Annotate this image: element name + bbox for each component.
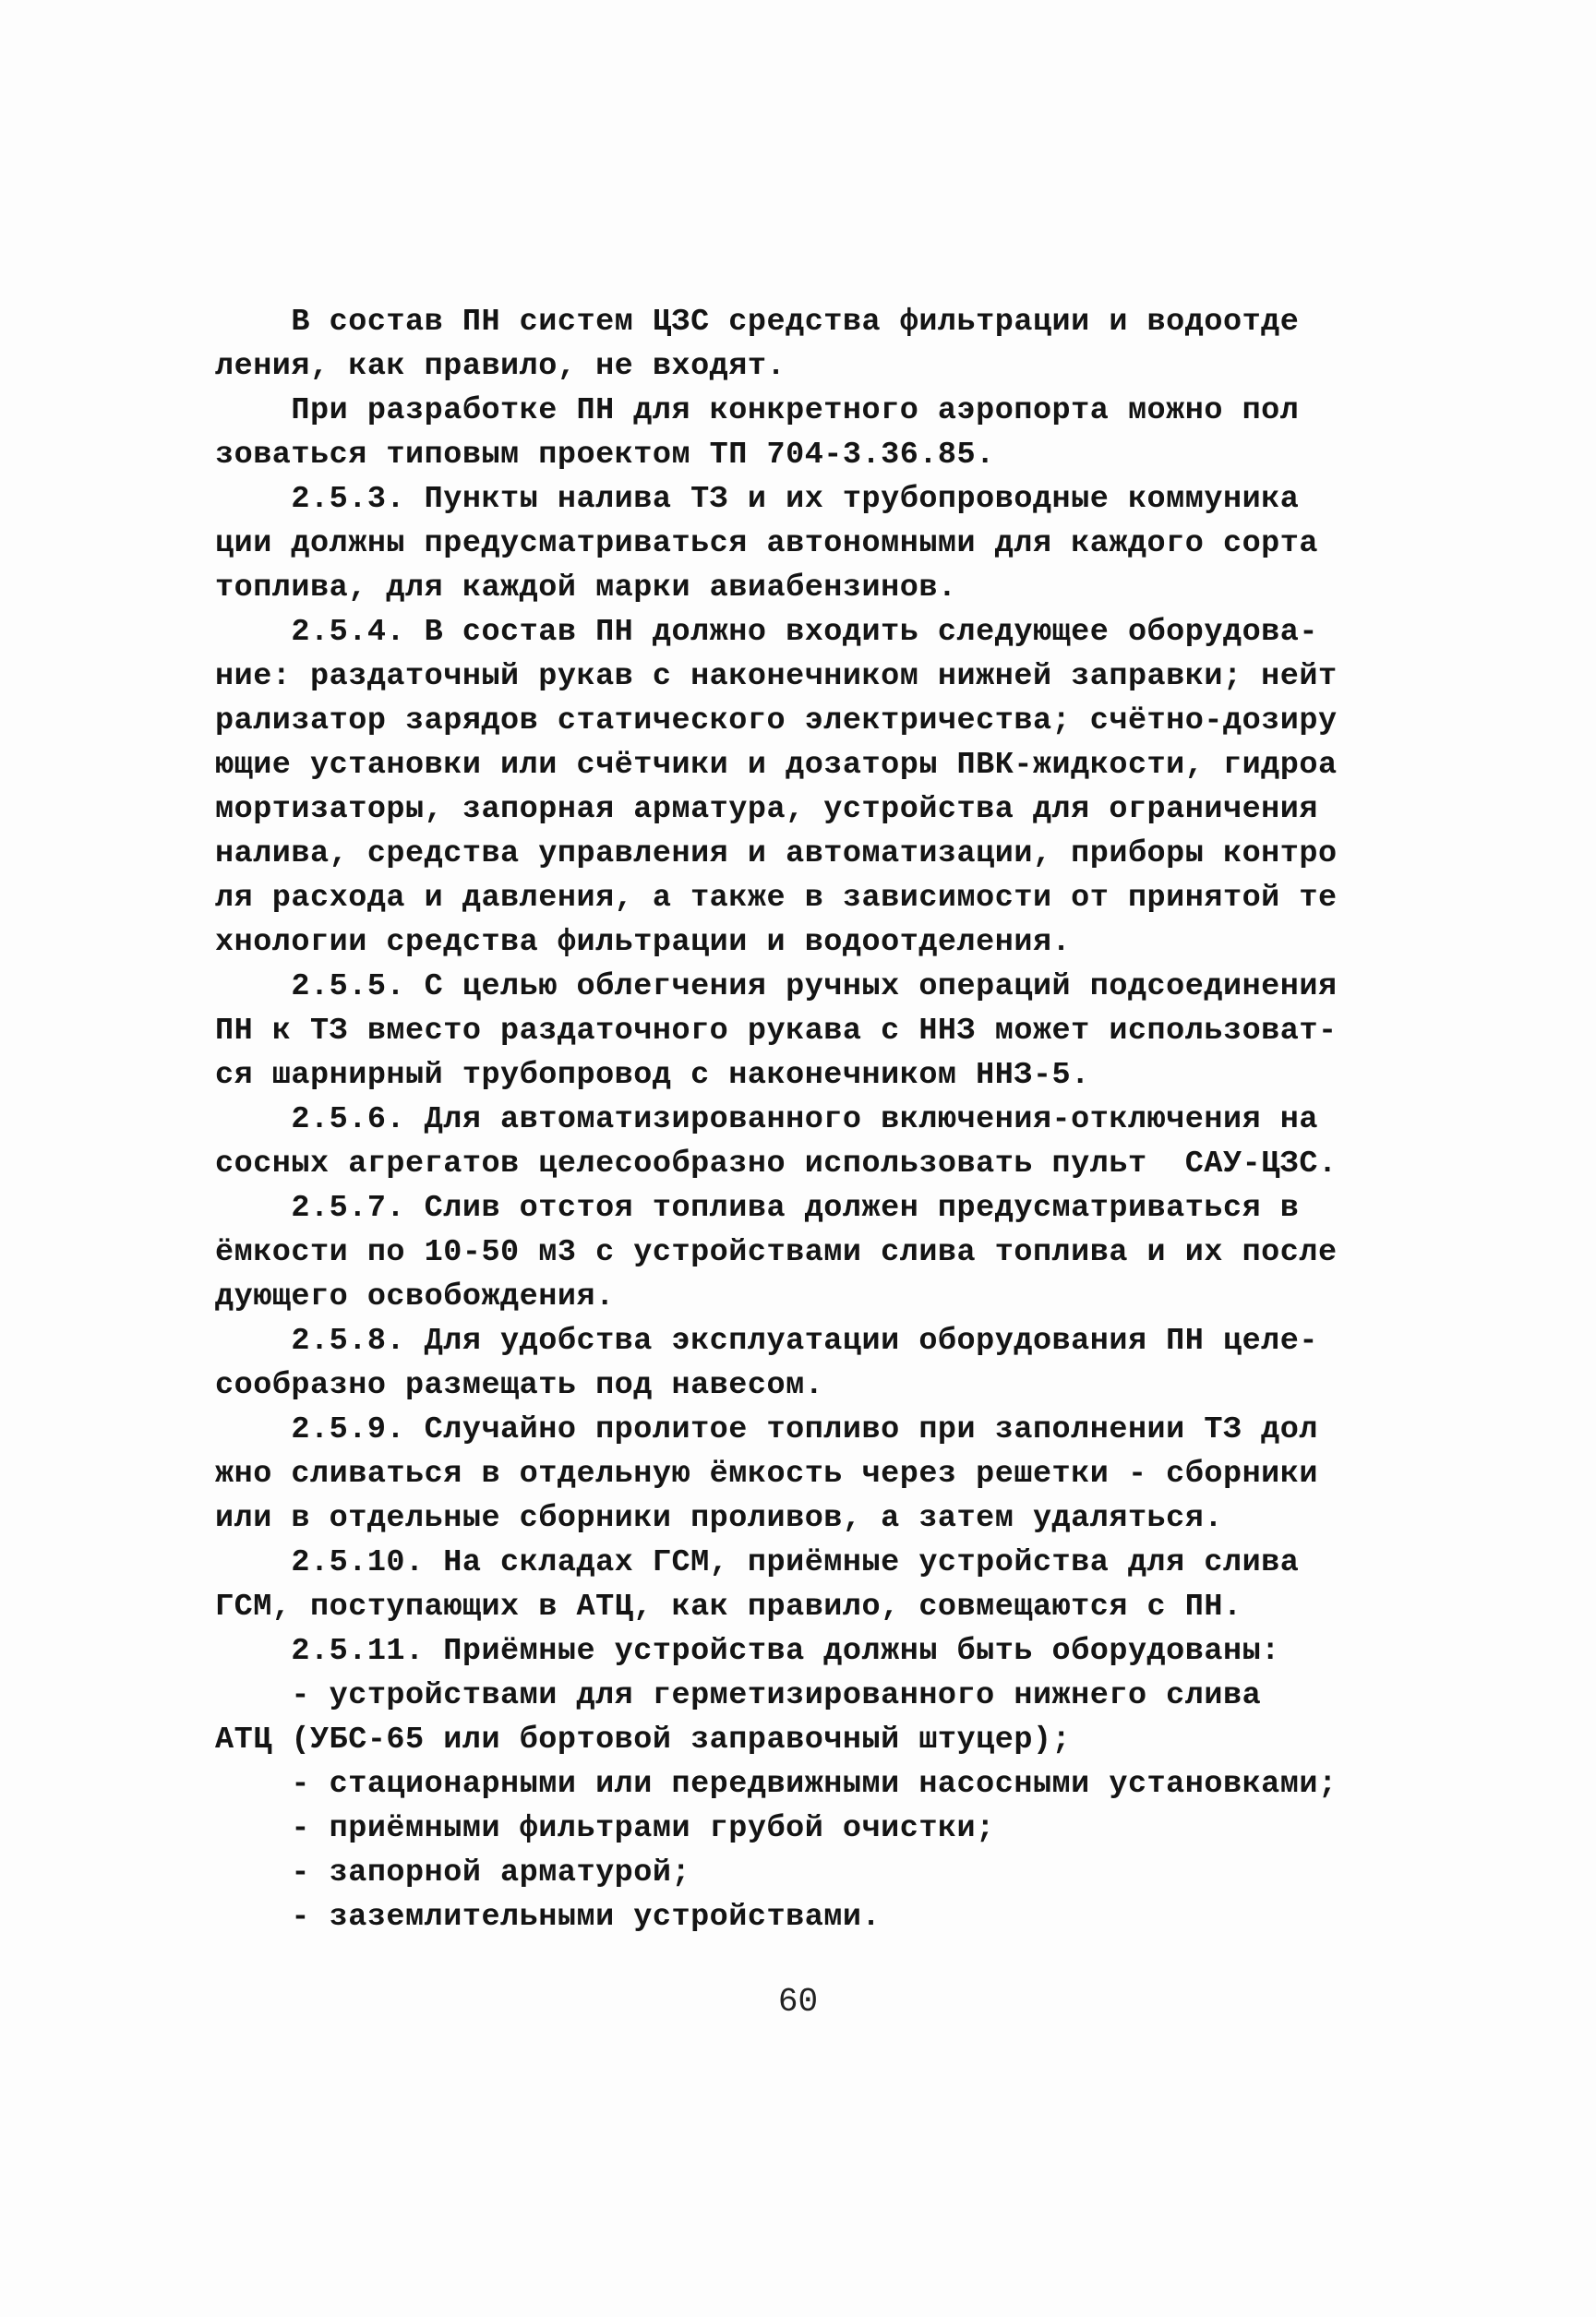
text-line: При разработке ПН для конкретного аэропорта можно пол <box>215 393 1300 428</box>
text-line: - устройствами для герметизированного нижнего слива <box>215 1678 1262 1713</box>
text-line: В состав ПН систем ЦЗС средства фильтрации и водоотде <box>215 305 1300 340</box>
text-line: 2.5.6. Для автоматизированного включения-отключения на <box>215 1102 1318 1137</box>
text-line: ся шарнирный трубопровод с наконечником ННЗ-5. <box>215 1058 1090 1093</box>
text-line: хнологии средства фильтрации и водоотделения. <box>215 925 1072 960</box>
text-line: - запорной арматурой; <box>215 1855 691 1891</box>
text-line: 2.5.8. Для удобства эксплуатации оборудования ПН целе- <box>215 1324 1318 1359</box>
text-line: - приёмными фильтрами грубой очистки; <box>215 1811 995 1846</box>
text-line: ления, как правило, не входят. <box>215 349 786 384</box>
text-line: зоваться типовым проектом ТП 704-3.36.85. <box>215 438 995 473</box>
page-number: 60 <box>777 1983 819 2021</box>
text-line: 2.5.9. Случайно пролитое топливо при заполнении ТЗ дол <box>215 1412 1318 1447</box>
text-line: 2.5.4. В состав ПН должно входить следующее оборудова- <box>215 615 1318 650</box>
text-line: жно сливаться в отдельную ёмкость через решетки - сборники <box>215 1457 1318 1492</box>
text-line: или в отдельные сборники проливов, а затем удаляться. <box>215 1501 1223 1536</box>
text-line: сообразно размещать под навесом. <box>215 1368 824 1403</box>
text-line: 2.5.7. Слив отстоя топлива должен предусматриваться в <box>215 1191 1300 1226</box>
text-line: ющие установки или счётчики и дозаторы ПВК-жидкости, гидроа <box>215 748 1338 783</box>
text-line: налива, средства управления и автоматизации, приборы контро <box>215 836 1338 871</box>
text-line: мортизаторы, запорная арматура, устройства для ограничения <box>215 792 1318 827</box>
text-line: - заземлительными устройствами. <box>215 1900 882 1935</box>
text-line: - стационарными или передвижными насосными установками; <box>215 1767 1338 1802</box>
text-line: ёмкости по 10-50 м3 с устройствами слива топлива и их после <box>215 1235 1338 1270</box>
text-line: 2.5.3. Пункты налива ТЗ и их трубопроводные коммуника <box>215 482 1300 517</box>
text-line: ции должны предусматриваться автономными для каждого сорта <box>215 526 1318 561</box>
text-line: ПН к ТЗ вместо раздаточного рукава с ННЗ может использоват- <box>215 1014 1338 1049</box>
text-line: 2.5.5. С целью облегчения ручных операций подсоединения <box>215 969 1338 1004</box>
text-line: ГСМ, поступающих в АТЦ, как правило, совмещаются с ПН. <box>215 1590 1242 1625</box>
text-line: топлива, для каждой марки авиабензинов. <box>215 570 957 606</box>
text-line: дующего освобождения. <box>215 1279 615 1315</box>
text-line: 2.5.10. На складах ГСМ, приёмные устройства для слива <box>215 1545 1300 1580</box>
text-line: 2.5.11. Приёмные устройства должны быть оборудованы: <box>215 1634 1280 1669</box>
text-line: ние: раздаточный рукав с наконечником нижней заправки; нейт <box>215 659 1338 694</box>
text-line: сосных агрегатов целесообразно использовать пульт САУ-ЦЗС. <box>215 1146 1338 1182</box>
text-line: ля расхода и давления, а также в зависимости от принятой те <box>215 881 1338 916</box>
text-line: АТЦ (УБС-65 или бортовой заправочный штуцер); <box>215 1723 1072 1758</box>
text-line: рализатор зарядов статического электричества; счётно-дозиру <box>215 703 1338 738</box>
